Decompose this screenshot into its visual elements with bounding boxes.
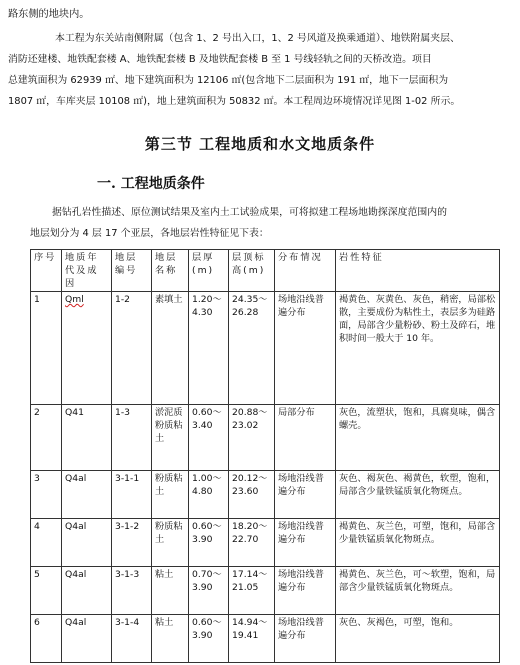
cell-top-elev: 20.12～23.60	[229, 471, 275, 519]
cell-layer-no: 1-3	[112, 405, 152, 471]
intro-line-3: 消防还建楼、地铁配套楼 A、地铁配套楼 B 及地铁配套楼 B 至 1 号线轻轨之间的天桥改造。项目	[8, 54, 432, 65]
strata-table	[30, 249, 500, 663]
cell-layer-name: 粉质粘土	[152, 471, 189, 519]
cell-era: Q4al	[62, 519, 112, 567]
table-header-row	[31, 250, 500, 292]
cell-top-elev: 14.94～19.41	[229, 615, 275, 663]
cell-character: 灰色，流塑状，饱和，具腐臭味，偶含螺壳。	[336, 405, 500, 471]
cell-character: 褐黄色、灰兰色，可～软塑，饱和，局部含少量铁锰质氧化物斑点。	[336, 567, 500, 615]
cell-layer-no: 1-2	[112, 292, 152, 405]
body-line-1: 据钻孔岩性描述、原位测试结果及室内土工试验成果，可将拟建工程场地勘探深度范围内的	[52, 207, 448, 218]
cell-era-text: Qml	[65, 294, 84, 305]
cell-era: Q4al	[62, 471, 112, 519]
header-character: 岩性特征	[336, 250, 500, 292]
cell-character: 灰色、褐灰色、褐黄色，软塑，饱和，局部含少量铁锰质氧化物斑点。	[336, 471, 500, 519]
intro-line-1: 路东侧的地块内。	[8, 9, 90, 20]
cell-distribution: 场地沿线普遍分布	[275, 615, 336, 663]
table-row	[31, 405, 500, 471]
cell-thickness: 1.00～4.80	[189, 471, 229, 519]
intro-line-2: 本工程为东关站南侧附属（包含 1、2 号出入口，1、2 号风道及换乘通道）、地铁附属夹层、	[55, 33, 460, 44]
table-row	[31, 567, 500, 615]
cell-seq: 3	[31, 471, 62, 519]
cell-layer-name: 淤泥质粉质粘土	[152, 405, 189, 471]
section-title: 第三节 工程地质和水文地质条件	[144, 135, 376, 153]
header-layer-no: 地层编号	[112, 250, 152, 292]
cell-thickness: 0.60～3.90	[189, 519, 229, 567]
intro-line-5: 1807 ㎡，车库夹层 10108 ㎡)，地上建筑面积为 50832 ㎡。本工程周边环境情况详见图 1-02 所示。	[8, 96, 461, 107]
cell-top-elev: 24.35～26.28	[229, 292, 275, 405]
header-era: 地质年代及成因	[62, 250, 112, 292]
cell-layer-name: 粘土	[152, 615, 189, 663]
cell-character: 灰色、灰褐色，可塑，饱和。	[336, 615, 500, 663]
cell-seq: 1	[31, 292, 62, 405]
body-line-2: 地层划分为 4 层 17 个亚层，各地层岩性特征见下表：	[30, 228, 269, 239]
table-row	[31, 615, 500, 663]
cell-top-elev: 20.88～23.02	[229, 405, 275, 471]
subsection-title: 一. 工程地质条件	[97, 176, 205, 192]
cell-top-elev: 18.20～22.70	[229, 519, 275, 567]
table-row	[31, 471, 500, 519]
header-top-elev: 层顶标高(m)	[229, 250, 275, 292]
cell-distribution: 场地沿线普遍分布	[275, 471, 336, 519]
cell-character: 褐黄色、灰黄色、灰色，稍密，局部松散，主要成份为粘性土，表层多为硅路面，局部含少量粉砂、粉土及碎石，堆积时间一般大于 10 年。	[336, 292, 500, 405]
cell-thickness: 1.20～4.30	[189, 292, 229, 405]
intro-line-4: 总建筑面积为 62939 ㎡、地下建筑面积为 12106 ㎡(包含地下二层面积为 191 ㎡，地下一层面积为	[8, 75, 449, 86]
header-thickness: 层厚(m)	[189, 250, 229, 292]
cell-seq: 6	[31, 615, 62, 663]
cell-distribution: 场地沿线普遍分布	[275, 519, 336, 567]
table-row	[31, 519, 500, 567]
cell-era: Q4al	[62, 567, 112, 615]
cell-top-elev: 17.14～21.05	[229, 567, 275, 615]
cell-layer-name: 粉质粘土	[152, 519, 189, 567]
header-seq: 序号	[31, 250, 62, 292]
cell-layer-no: 3-1-4	[112, 615, 152, 663]
cell-seq: 2	[31, 405, 62, 471]
cell-distribution: 场地沿线普遍分布	[275, 567, 336, 615]
cell-thickness: 0.60～3.90	[189, 615, 229, 663]
cell-era	[62, 292, 112, 405]
cell-seq: 5	[31, 567, 62, 615]
cell-layer-name: 粘土	[152, 567, 189, 615]
cell-seq: 4	[31, 519, 62, 567]
cell-layer-name: 素填土	[152, 292, 189, 405]
cell-layer-no: 3-1-1	[112, 471, 152, 519]
cell-thickness: 0.60～3.40	[189, 405, 229, 471]
header-distribution: 分布情况	[275, 250, 336, 292]
cell-era: Q4al	[62, 615, 112, 663]
header-layer-name: 地层名称	[152, 250, 189, 292]
cell-layer-no: 3-1-3	[112, 567, 152, 615]
cell-distribution: 局部分布	[275, 405, 336, 471]
cell-era: Q41	[62, 405, 112, 471]
cell-layer-no: 3-1-2	[112, 519, 152, 567]
cell-thickness: 0.70～3.90	[189, 567, 229, 615]
table-row	[31, 292, 500, 405]
cell-distribution: 场地沿线普遍分布	[275, 292, 336, 405]
cell-character: 褐黄色、灰兰色，可塑，饱和，局部含少量铁锰质氧化物斑点。	[336, 519, 500, 567]
